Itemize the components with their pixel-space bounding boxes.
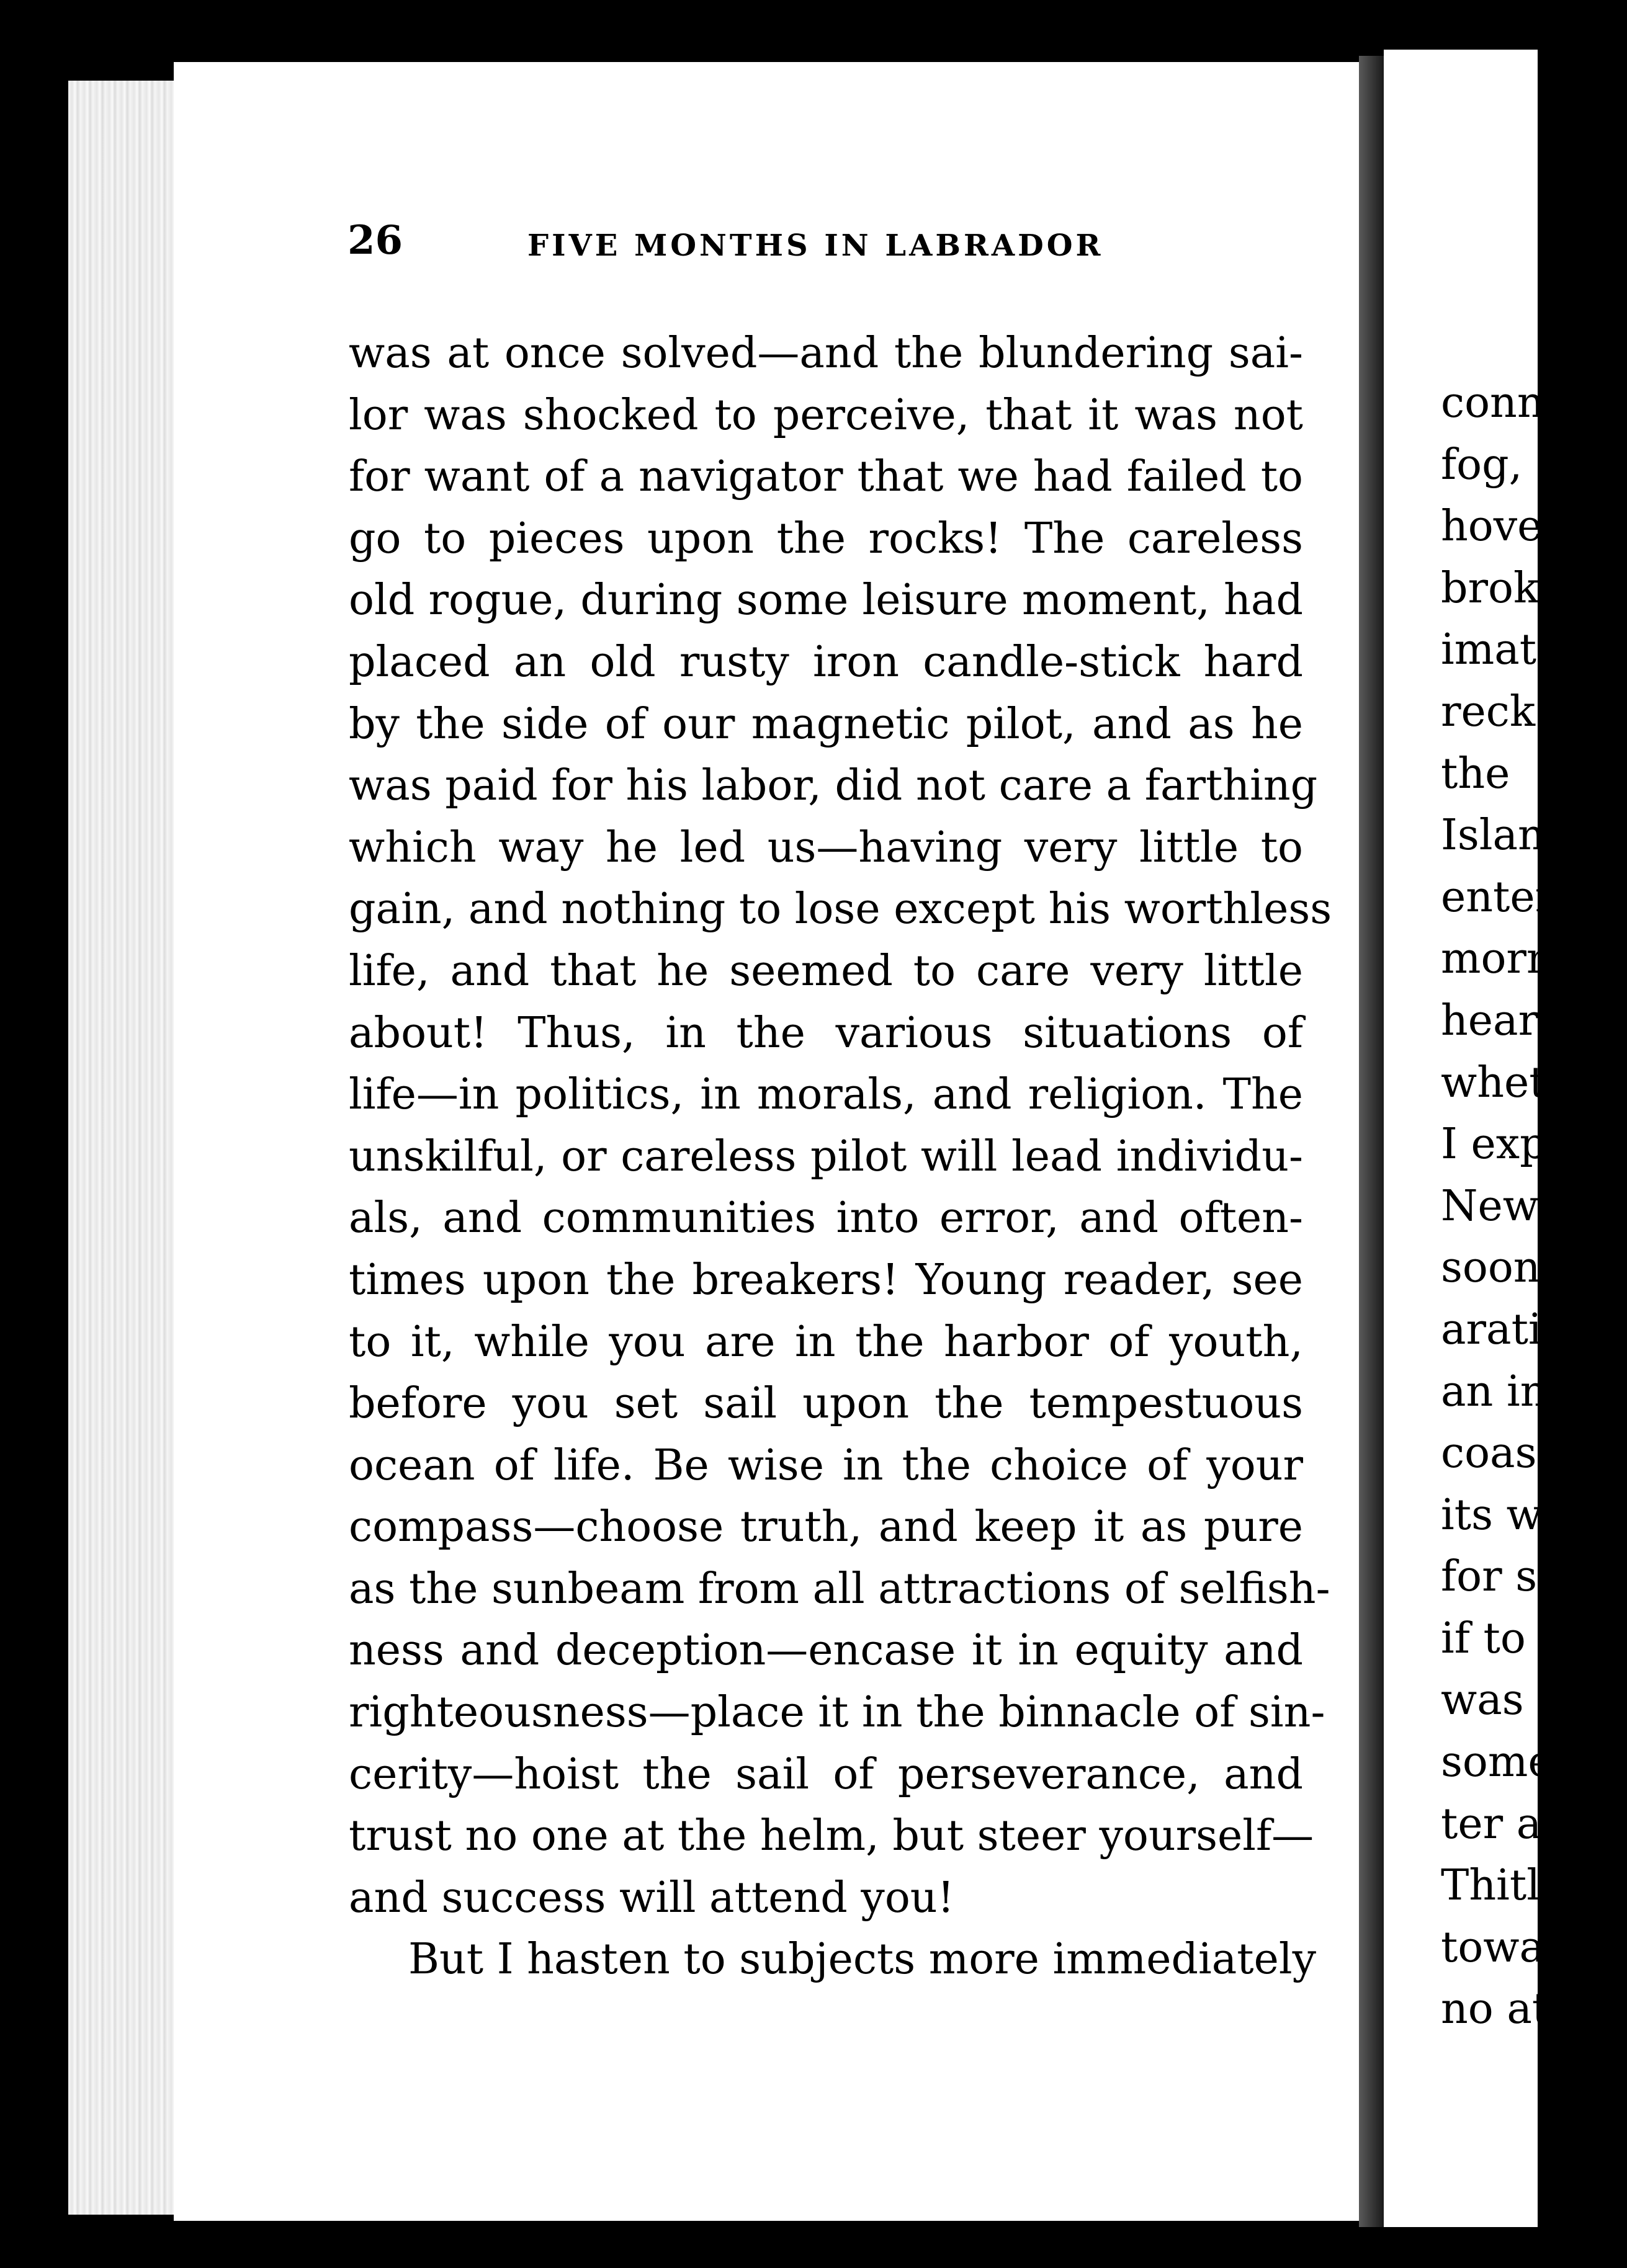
text-line: placed an old rusty iron candle-stick hard xyxy=(349,637,1303,687)
right-text-line: Islan xyxy=(1441,811,1545,860)
text-line: gain, and nothing to lose except his worthless xyxy=(349,885,1332,934)
text-line: life, and that he seemed to care very little xyxy=(349,946,1303,996)
right-text-line: whet xyxy=(1441,1058,1546,1107)
right-text-line: hove xyxy=(1441,502,1543,551)
text-line: before you set sail upon the tempestuous xyxy=(349,1379,1303,1429)
right-text-line: towa xyxy=(1441,1922,1545,1972)
text-line: ness and deception—encase it in equity and xyxy=(349,1626,1303,1676)
right-text-line: coast xyxy=(1441,1429,1554,1478)
right-text-line: Thitl xyxy=(1441,1861,1540,1911)
text-line: lor was shocked to perceive, that it was not xyxy=(349,390,1303,440)
right-page xyxy=(1384,50,1569,2227)
text-line: which way he led us—having very little to xyxy=(349,823,1303,872)
right-text-line: an in xyxy=(1441,1367,1548,1416)
text-line: go to pieces upon the rocks! The careless xyxy=(349,514,1303,563)
right-text-line: aratin xyxy=(1441,1305,1569,1354)
text-line: as the sunbeam from all attractions of selfish- xyxy=(349,1564,1330,1614)
text-line: was at once solved—and the blundering sai- xyxy=(349,329,1303,378)
text-line: unskilful, or careless pilot will lead individu- xyxy=(349,1132,1303,1181)
right-text-line: conn xyxy=(1441,378,1544,427)
right-text-line: if to xyxy=(1441,1614,1526,1663)
text-line: for want of a navigator that we had failed to xyxy=(349,452,1303,502)
right-text-line: brok xyxy=(1441,563,1540,613)
right-text-line: morn xyxy=(1441,934,1554,984)
text-line: life—in politics, in morals, and religion. The xyxy=(349,1070,1303,1120)
text-line: about! Thus, in the various situations of xyxy=(349,1008,1303,1058)
text-line: But I hasten to subjects more immediately xyxy=(408,1935,1317,1984)
text-line: old rogue, during some leisure moment, had xyxy=(349,576,1303,625)
right-text-line: heard xyxy=(1441,996,1566,1045)
right-text-line: was t xyxy=(1441,1676,1554,1725)
right-text-line: some xyxy=(1441,1738,1553,1787)
page-number: 26 xyxy=(347,217,403,264)
right-text-line: for s xyxy=(1441,1552,1538,1602)
body-text xyxy=(349,323,1332,1991)
right-text-line: soon xyxy=(1441,1243,1541,1293)
running-title: FIVE MONTHS IN LABRADOR xyxy=(527,228,1104,263)
right-text-line: enter xyxy=(1441,872,1556,922)
right-text-line: New xyxy=(1441,1181,1539,1231)
right-text-line: reck xyxy=(1441,687,1536,736)
book-gutter xyxy=(1359,56,1384,2227)
right-text-line: ter a xyxy=(1441,1799,1542,1849)
right-text-line: its w xyxy=(1441,1490,1543,1540)
right-text-line: fog, xyxy=(1441,440,1523,489)
text-line: als, and communities into error, and often- xyxy=(349,1194,1303,1243)
text-line: and success will attend you! xyxy=(349,1873,954,1922)
text-line: cerity—hoist the sail of perseverance, and xyxy=(349,1749,1303,1799)
right-page-text xyxy=(1441,372,1627,2040)
text-line: ocean of life. Be wise in the choice of your xyxy=(349,1440,1303,1490)
text-line: trust no one at the helm, but steer yourself— xyxy=(349,1811,1314,1861)
right-text-line: the xyxy=(1441,749,1510,798)
text-line: by the side of our magnetic pilot, and as he xyxy=(349,699,1303,749)
text-line: times upon the breakers! Young reader, see xyxy=(349,1255,1303,1305)
right-text-line: no at xyxy=(1441,1984,1549,2034)
text-line: compass—choose truth, and keep it as pure xyxy=(349,1502,1303,1552)
right-text-line: I exp xyxy=(1441,1120,1547,1169)
text-line: was paid for his labor, did not care a farthing xyxy=(349,761,1318,811)
running-head xyxy=(347,217,1297,273)
right-text-line: imati xyxy=(1441,625,1550,675)
text-line: to it, while you are in the harbor of youth, xyxy=(349,1317,1303,1367)
text-line: righteousness—place it in the binnacle of sin- xyxy=(349,1688,1325,1738)
